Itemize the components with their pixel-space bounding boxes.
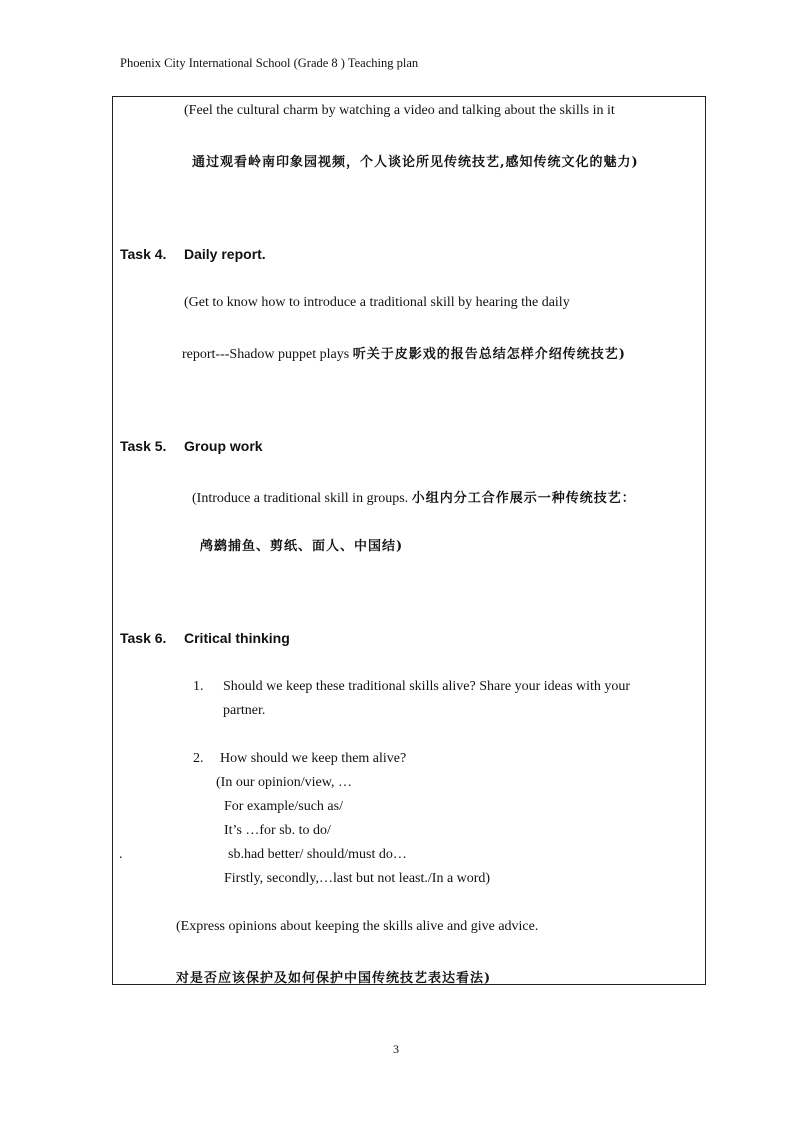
summary-cn: 对是否应该保护及如何保护中国传统技艺表达看法) bbox=[176, 971, 492, 986]
task6-heading bbox=[120, 630, 290, 646]
task6-title: Critical thinking bbox=[184, 630, 290, 646]
task4-description-cn: 听关于皮影戏的报告总结怎样介绍传统技艺) bbox=[352, 347, 626, 362]
page-header: Phoenix City International School (Grade 8 ) Teaching plan bbox=[120, 56, 419, 70]
task4-description-line-2 bbox=[182, 343, 626, 363]
task3-description-en: (Feel the cultural charm by watching a video and talking about the skills in it bbox=[184, 103, 615, 118]
task5-description-cn-2: 鸬鹚捕鱼、剪纸、面人、中国结) bbox=[200, 539, 404, 554]
task4-number: Task 4. bbox=[120, 246, 167, 262]
task5-number: Task 5. bbox=[120, 438, 167, 454]
task4-title: Daily report. bbox=[184, 246, 266, 262]
phrase-line-3: It’s …for sb. to do/ bbox=[224, 823, 331, 838]
task5-description-en: (Introduce a traditional skill in groups. bbox=[192, 491, 412, 506]
question-2-text: How should we keep them alive? bbox=[220, 751, 407, 766]
summary-en: (Express opinions about keeping the skills alive and give advice. bbox=[176, 919, 539, 934]
task5-title: Group work bbox=[184, 438, 263, 454]
task4-description-en-2: report---Shadow puppet plays bbox=[182, 347, 353, 362]
question-1-text: Should we keep these traditional skills alive? Share your ideas with your bbox=[223, 679, 631, 694]
phrase-line-5: Firstly, secondly,…last but not least./In a word) bbox=[224, 871, 491, 886]
stray-dot: . bbox=[119, 847, 123, 862]
task6-number: Task 6. bbox=[120, 630, 167, 646]
phrase-line-1: (In our opinion/view, … bbox=[216, 775, 352, 790]
task5-description-cn-1: 小组内分工合作展示一种传统技艺： bbox=[411, 491, 636, 506]
phrase-line-4: sb.had better/ should/must do… bbox=[228, 847, 407, 862]
phrase-line-2: For example/such as/ bbox=[224, 799, 343, 814]
task5-heading bbox=[120, 438, 263, 454]
task5-description-line-1 bbox=[192, 487, 636, 507]
page-number: 3 bbox=[393, 1042, 399, 1056]
task4-heading bbox=[120, 246, 266, 262]
task4-description-en-1: (Get to know how to introduce a traditional skill by hearing the daily bbox=[184, 295, 570, 310]
question-1-number: 1. bbox=[193, 679, 204, 694]
question-2-number: 2. bbox=[193, 751, 204, 766]
question-1-text-continued: partner. bbox=[223, 703, 266, 718]
task3-description-cn: 通过观看岭南印象园视频，个人谈论所见传统技艺,感知传统文化的魅力) bbox=[192, 155, 639, 170]
